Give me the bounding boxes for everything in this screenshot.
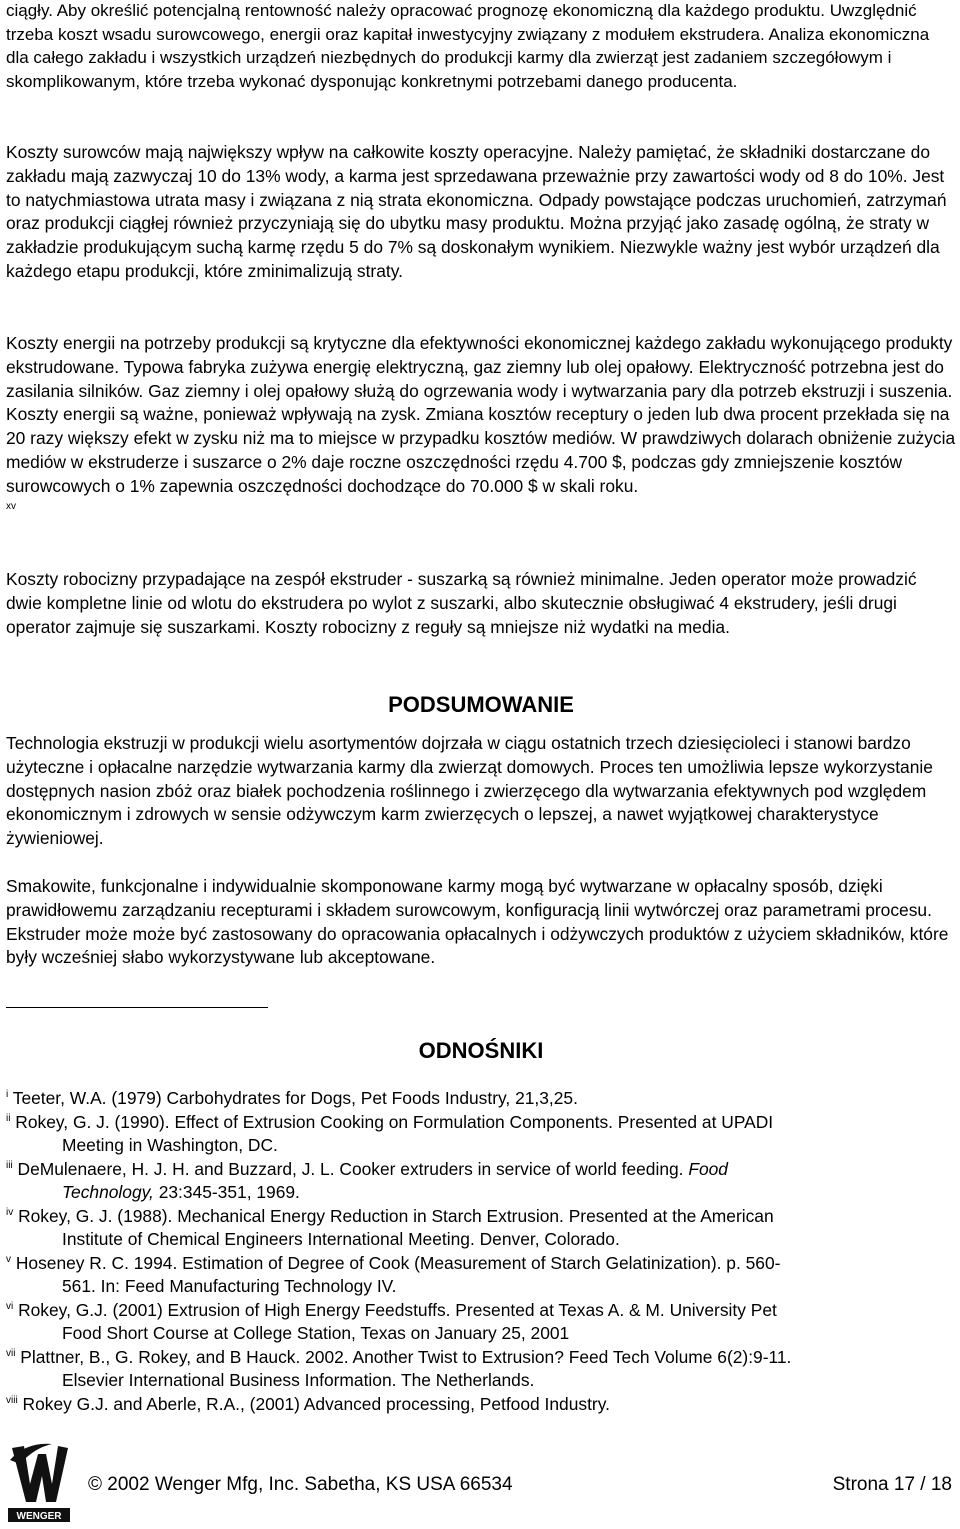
- reference-item: $^i$ Teeter, W.A. (1979) Carbohydrates for Dogs, Pet Foods Industry, 21,3,25.: [6, 1088, 578, 1108]
- reference-item: $^{vii}$ Plattner, B., G. Rokey, and B Hauck. 2002. Another Twist to Extrusion? Feed Tech Volume 6(2):9-11. Elsevier International Business Information. The Netherlands.: [6, 1346, 792, 1390]
- paragraph-raw-materials: Koszty surowców mają największy wpływ na całkowite koszty operacyjne. Należy pamiętać, że składniki dostarczane do zakładu mają zazwyczaj 10 do 13% wody, a karma jest sprzedawana przeważnie przy zawartości wody od 8 do 10%. Jest to natychmiastowa utrata masy i związana z nią strata ekonomiczna. Odpady powstające podczas uruchomień, zatrzymań oraz produkcji ciągłej również przyczyniają się do ubytku masy produktu. Można przyjąć jako zasadę ogólną, że straty w zakładzie produkującym suchą karmę rzędu 5 do 7% są doskonałym wynikiem. Niezwykle ważny jest wybór urządzeń dla każdego etapu produkcji, które zminimalizują straty.: [6, 142, 947, 281]
- reference-item: $^v$ Hoseney R. C. 1994. Estimation of Degree of Cook (Measurement of Starch Gelatinization). p. 560- 561. In: Feed Manufacturing Technology IV.: [6, 1252, 781, 1296]
- reference-item: $^{viii}$ Rokey G.J. and Aberle, R.A., (2001) Advanced processing, Petfood Industry.: [6, 1393, 610, 1414]
- reference-item: $^{vi}$ Rokey, G.J. (2001) Extrusion of High Energy Feedstuffs. Presented at Texas A. & M. University Pet Food Short Course at College Station, Texas on January 25, 2001: [6, 1299, 777, 1343]
- reference-item: $^{iv}$ Rokey, G. J. (1988). Mechanical Energy Reduction in Starch Extrusion. Presented at the American Institute of Chemical Engineers International Meeting. Denver, Colorado.: [6, 1205, 774, 1249]
- paragraph-summary-1: Technologia ekstruzji w produkcji wielu asortymentów dojrzała w ciągu ostatnich trzech dziesięcioleci i stanowi bardzo użyteczne i opłacalne narzędzie wytwarzania karmy dla zwierząt domowych. Proces ten umożliwia lepsze wykorzystanie dostępnych nasion zbóż oraz białek pochodzenia roślinnego i zwierzęcego dla wytwarzania efektywnych pod względem ekonomicznym i zdrowych w sensie odżywczym karm zwierzęcych o lepszej, a nawet wyjątkowej charakterystyce żywieniowej.: [6, 733, 933, 849]
- summary-heading: PODSUMOWANIE: [388, 692, 574, 717]
- page-number: Strona 17 / 18: [832, 1474, 952, 1495]
- page-footer: [0, 1440, 960, 1529]
- wenger-logo-icon: [6, 1440, 72, 1526]
- references-heading: ODNOŚNIKI: [418, 1038, 544, 1063]
- paragraph-energy: [6, 332, 956, 522]
- logo-text: WENGER: [16, 1511, 62, 1522]
- reference-item: $^{iii}$ DeMulenaere, H. J. H. and Buzzard, J. L. Cooker extruders in service of world feeding. Food Technology, 23:345-351, 1969.: [6, 1158, 728, 1202]
- references-list: [6, 1087, 956, 1416]
- paragraph-summary-2: Smakowite, funkcjonalne i indywidualnie skomponowane karmy mogą być wytwarzane w opłacalny sposób, dzięki prawidłowemu zarządzaniu recepturami i składem surowcowym, konfiguracją linii wytwórczej oraz parametrami procesu. Ekstruder może może być zastosowany do opracowania opłacalnych i odżywczych produktów z użyciem składników, które były wcześniej słabo wykorzystywane lub akceptowane.: [6, 876, 949, 968]
- paragraph-intro: ciągły. Aby określić potencjalną rentowność należy opracować prognozę ekonomiczną dla każdego produktu. Uwzględnić trzeba koszt wsadu surowcowego, energii oraz kapitał inwestycyjny związany z modułem ekstrudera. Analiza ekonomiczna dla całego zakładu i wszystkich urządzeń niezbędnych do produkcji karmy dla zwierząt jest zadaniem szczegółowym i skomplikowanym, które trzeba wykonać dysponując konkretnymi potrzebami danego producenta.: [6, 1, 930, 91]
- reference-item: $^{ii}$ Rokey, G. J. (1990). Effect of Extrusion Cooking on Formulation Components. Presented at UPADI Meeting in Washington, DC.: [6, 1111, 774, 1155]
- paragraph-energy-text: Koszty energii na potrzeby produkcji są krytyczne dla efektywności ekonomicznej każdego zakładu wykonującego produkty ekstrudowane. Typowa fabryka zużywa energię elektryczną, gaz ziemny lub olej opałowy. Elektryczność potrzebna jest do zasilania silników. Gaz ziemny i olej opałowy służą do ogrzewania wody i wytwarzania pary dla potrzeb ekstruzji i suszenia. Koszty energii są ważne, ponieważ wpływają na zysk. Zmiana kosztów receptury o jeden lub dwa procent przekłada się na 20 razy większy efekt w zysku niż ma to miejsce w przypadku kosztów mediów. W prawdziwych dolarach obniżenie zużycia mediów w ekstruderze i suszarce o 2% daje roczne oszczędności rzędu 4.700 $, podczas gdy zmniejszenie kosztów surowcowych o 1% zapewnia oszczędności dochodzące do 70.000 $ w skali roku.: [6, 333, 956, 496]
- paragraph-labor: Koszty robocizny przypadające na zespół ekstruder - suszarką są również minimalne. Jeden operator może prowadzić dwie kompletne linie od wlotu do ekstrudera po wylot z suszarki, albo skutecznie obsługiwać 4 ekstrudery, jeśli drugi operator zajmuje się suszarkami. Koszty robocizny z reguły są mniejsze niż wydatki na media.: [6, 569, 917, 637]
- footnote-separator: [6, 1007, 268, 1008]
- footer-copyright: © 2002 Wenger Mfg, Inc. Sabetha, KS USA 66534: [88, 1474, 513, 1495]
- footnote-marker: xv: [6, 500, 16, 512]
